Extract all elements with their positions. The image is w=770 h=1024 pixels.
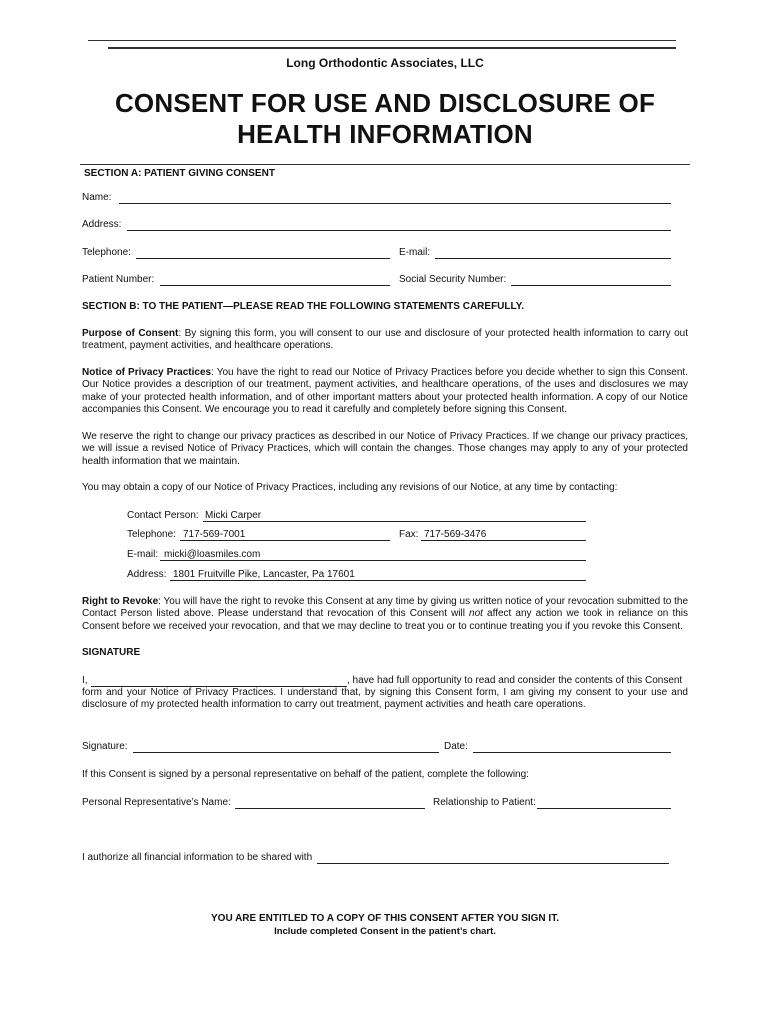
date-field[interactable]	[474, 740, 670, 752]
contact-email-label: E-mail:	[127, 549, 159, 560]
relationship-line	[537, 808, 671, 809]
rep-name-line	[235, 808, 425, 809]
name-line	[119, 203, 671, 204]
revoke-text-1: : You will have the right to revoke this Consent at any time by giving us written notice of your revocation submitted to the Contact Person listed above. Please understand that revocation of this Consent will	[82, 596, 689, 620]
contact-fax-value: 717-569-3476	[424, 529, 487, 540]
rep-name-field[interactable]	[236, 796, 424, 808]
contact-person-value: Micki Carper	[205, 510, 262, 521]
date-line	[473, 752, 671, 753]
address-line	[127, 230, 671, 231]
revoke-text-not: not	[469, 608, 483, 620]
revoke-paragraph	[82, 596, 688, 633]
rep-name-label: Personal Representative’s Name:	[82, 797, 231, 808]
contact-email-value: micki@loasmiles.com	[164, 549, 261, 560]
contact-person-line	[203, 521, 586, 522]
address-label: Address:	[82, 219, 122, 230]
signature-line	[133, 752, 439, 753]
financial-shared-with-field[interactable]	[318, 851, 668, 863]
signature-heading: SIGNATURE	[82, 647, 141, 658]
address-field[interactable]	[128, 218, 670, 230]
relationship-label: Relationship to Patient:	[433, 797, 536, 808]
notice-label: Notice of Privacy Practices	[82, 367, 212, 378]
patient-number-line	[160, 285, 390, 286]
name-field[interactable]	[120, 191, 670, 203]
email-line	[435, 258, 671, 259]
notice-text: : You have the right to read our Notice of Privacy Practices before you decide whether to sign this Consent. Our Notice provides a description of our treatment, payment activities, and healthcare operations, of the uses and disclosures we may make of your protected health information, and of other important matters about your protected health information. A copy of our Notice accompanies this Consent. We encourage you to read it carefully and completely before signing this Consent.	[82, 367, 688, 415]
contact-telephone-line	[180, 540, 390, 541]
contact-fax-label: Fax:	[399, 529, 419, 540]
financial-line	[317, 863, 669, 864]
section-b-heading: SECTION B: TO THE PATIENT—PLEASE READ THE FOLLOWING STATEMENTS CAREFULLY.	[82, 301, 525, 312]
document-title	[0, 88, 770, 150]
title-line-1: CONSENT FOR USE AND DISCLOSURE OF	[114, 88, 656, 118]
section-a-heading: SECTION A: PATIENT GIVING CONSENT	[84, 168, 275, 179]
telephone-line	[136, 258, 390, 259]
contact-fax-line	[421, 540, 586, 541]
notice-paragraph	[82, 367, 688, 416]
i-prefix: I,	[82, 675, 88, 686]
patient-number-label: Patient Number:	[82, 274, 155, 285]
relationship-field[interactable]	[538, 796, 670, 808]
email-field[interactable]	[436, 246, 670, 258]
purpose-text: : By signing this form, you will consent to our use and disclosure of your protected health information to carry out treatment, payment activities, and healthcare operations.	[82, 328, 688, 352]
contact-telephone-label: Telephone:	[127, 529, 176, 540]
top-rule-1	[88, 40, 676, 41]
section-a-rule	[80, 164, 690, 165]
signature-field[interactable]	[134, 740, 438, 752]
ssn-field[interactable]	[512, 273, 670, 285]
financial-label: I authorize all financial information to be shared with	[82, 852, 313, 863]
signature-label: Signature:	[82, 741, 128, 752]
contact-person-label: Contact Person:	[127, 510, 199, 521]
reserve-paragraph: We reserve the right to change our privacy practices as described in our Notice of Privacy Practices. If we change our privacy practices, we will issue a revised Notice of Privacy Practices, which will contain the changes. Those changes may apply to any of your protected health information that we maintain.	[82, 431, 688, 467]
revoke-label: Right to Revoke	[82, 596, 159, 607]
obtain-paragraph: You may obtain a copy of our Notice of Privacy Practices, including any revisions of our Notice, at any time by contacting:	[82, 482, 618, 493]
email-label: E-mail:	[399, 247, 431, 258]
company-name: Long Orthodontic Associates, LLC	[286, 56, 484, 70]
purpose-paragraph	[82, 328, 688, 353]
statement-first-line: , have had full opportunity to read and consider the contents of this Consent	[347, 675, 683, 686]
contact-address-value: 1801 Fruitville Pike, Lancaster, Pa 17601	[173, 569, 355, 580]
name-label: Name:	[82, 192, 112, 203]
date-label: Date:	[444, 741, 468, 752]
contact-address-label: Address:	[127, 569, 167, 580]
footer-include-chart: Include completed Consent in the patient’s chart.	[274, 926, 496, 937]
telephone-field[interactable]	[137, 246, 389, 258]
revoke-text-2: affect any action we took in reliance on this Consent before we received your revocation, and that we may decline to treat you or to continue treating you if you revoke this Consent.	[82, 608, 689, 632]
title-line-2: HEALTH INFORMATION	[237, 119, 533, 149]
footer-entitled-copy: YOU ARE ENTITLED TO A COPY OF THIS CONSENT AFTER YOU SIGN IT.	[211, 913, 559, 924]
purpose-label: Purpose of Consent	[82, 328, 179, 339]
ssn-line	[511, 285, 671, 286]
patient-number-field[interactable]	[161, 273, 389, 285]
representative-note: If this Consent is signed by a personal representative on behalf of the patient, complete the following:	[82, 769, 529, 780]
telephone-label: Telephone:	[82, 247, 131, 258]
statement-rest: form and your Notice of Privacy Practices. I understand that, by signing this Consent form, I am giving my consent to your use and disclosure of my protected health information to carry out treatment, payment activities and heath care operations.	[82, 687, 688, 711]
ssn-label: Social Security Number:	[399, 274, 507, 285]
contact-telephone-value: 717-569-7001	[183, 529, 246, 540]
contact-email-line	[160, 560, 586, 561]
top-rule-2	[108, 47, 676, 49]
contact-address-line	[170, 580, 586, 581]
patient-name-statement-field[interactable]	[92, 674, 346, 686]
